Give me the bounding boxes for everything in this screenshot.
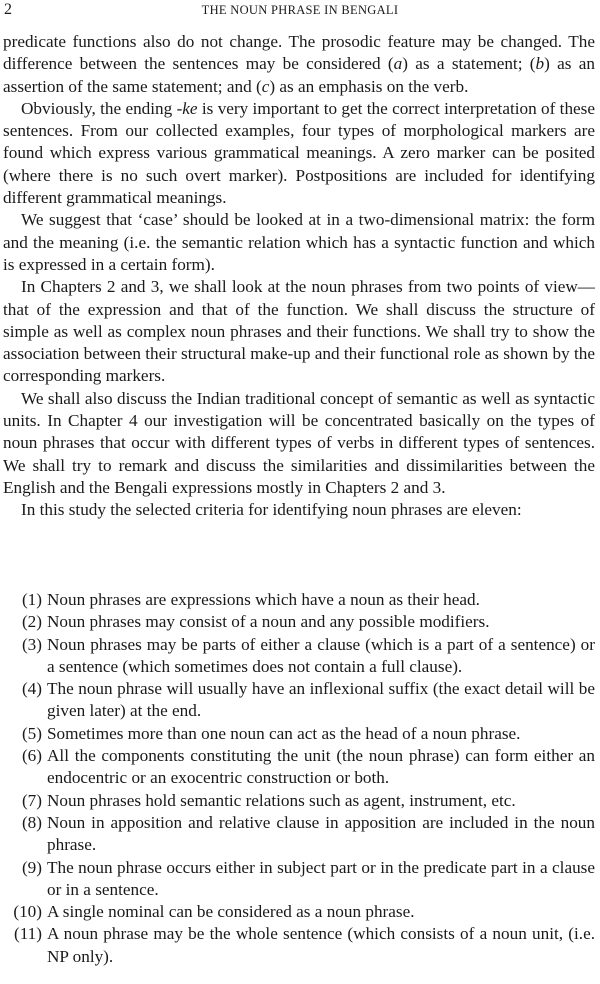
paragraph: In this study the selected criteria for identifying noun phrases are eleven: bbox=[21, 500, 522, 520]
item-number: (1) bbox=[21, 590, 42, 609]
list-item bbox=[3, 790, 595, 812]
italic-suffix: -ke bbox=[176, 98, 198, 118]
item-number: (9) bbox=[21, 857, 42, 877]
paragraph bbox=[3, 98, 595, 209]
item-number: (2) bbox=[21, 612, 42, 632]
italic-letter: c bbox=[261, 76, 270, 96]
paragraph: We suggest that ‘case’ should be looked at in a two-dimensional matrix: the form and the meaning (i.e. the semantic relation which has a syntactic function and which is expressed in a certain form). bbox=[3, 210, 595, 274]
item-text: Noun phrases are expressions which have a noun as their head. bbox=[47, 590, 480, 609]
item-text: All the components constituting the unit (the noun phrase) can form either an endocentric or an exocentric construction or both. bbox=[47, 746, 595, 788]
text-run: is very important to get the correct interpretation of these sentences. From our collected examples, four types of morphological markers are found which express various grammatical meanings. A zero marker can be posited (where there is no such overt marker). Postpositions are included for identifying different grammatical meanings. bbox=[3, 98, 595, 208]
list-item bbox=[3, 857, 595, 902]
text-run: ) as an assertion of the same statement; and ( bbox=[3, 54, 595, 96]
list-item bbox=[3, 634, 595, 679]
item-number: (5) bbox=[21, 723, 42, 743]
text-run: predicate functions also do not change. The prosodic feature may be changed. The difference between the sentences may be considered ( bbox=[3, 32, 595, 74]
item-text: A noun phrase may be the whole sentence (which consists of a noun unit, (i.e. NP only). bbox=[47, 924, 595, 966]
item-number: (11) bbox=[14, 924, 42, 944]
list-item bbox=[3, 723, 595, 745]
item-text: A single nominal can be considered as a noun phrase. bbox=[47, 902, 415, 922]
list-item bbox=[3, 611, 595, 633]
list-item bbox=[3, 923, 595, 968]
paragraph: In Chapters 2 and 3, we shall look at the noun phrases from two points of view—that of the expression and that of the function. We shall discuss the structure of simple as well as complex noun phrases and their functions. We shall try to show the association between their structural make-up and their functional role as shown by the corresponding markers. bbox=[3, 277, 595, 386]
list-item bbox=[3, 589, 595, 611]
running-head: THE NOUN PHRASE IN BENGALI bbox=[201, 3, 399, 17]
paragraph: We shall also discuss the Indian traditional concept of semantic as well as syntactic units. In Chapter 4 our investigation will be concentrated basically on the types of noun phrases that occur with different types of verbs in different types of sentences. We shall try to remark and discuss the similarities and dissimilarities between the English and the Bengali expressions mostly in Chapters 2 and 3. bbox=[3, 388, 595, 497]
item-text: Noun in apposition and relative clause in apposition are included in the noun phrase. bbox=[47, 812, 595, 855]
item-text: Noun phrases hold semantic relations such as agent, instrument, etc. bbox=[47, 790, 516, 810]
page-number: 2 bbox=[4, 1, 12, 18]
item-number: (3) bbox=[21, 634, 42, 654]
criteria-list bbox=[3, 589, 595, 968]
item-text: The noun phrase will usually have an inflexional suffix (the exact detail will be given later) at the end. bbox=[47, 679, 595, 721]
item-number: (10) bbox=[13, 902, 42, 922]
italic-letter: a bbox=[393, 54, 403, 74]
item-text: The noun phrase occurs either in subject part or in the predicate part in a clause or in a sentence. bbox=[47, 857, 595, 899]
list-item bbox=[3, 678, 595, 723]
item-text: Noun phrases may be parts of either a clause (which is a part of a sentence) or a sentence (which sometimes does not contain a full clause). bbox=[47, 634, 595, 676]
list-item bbox=[3, 812, 595, 857]
text-run: Obviously, the ending bbox=[21, 98, 177, 118]
italic-letter: b bbox=[535, 54, 545, 74]
list-item bbox=[3, 901, 595, 923]
item-number: (4) bbox=[21, 679, 42, 699]
text-run: ) as a statement; ( bbox=[402, 54, 536, 74]
item-number: (7) bbox=[21, 790, 42, 810]
item-number: (8) bbox=[21, 812, 42, 832]
item-text: Sometimes more than one noun can act as the head of a noun phrase. bbox=[47, 723, 521, 743]
item-number: (6) bbox=[21, 746, 42, 766]
paragraph bbox=[3, 31, 595, 98]
body-text bbox=[3, 31, 595, 522]
page-header bbox=[0, 0, 600, 26]
item-text: Noun phrases may consist of a noun and any possible modifiers. bbox=[47, 612, 490, 632]
list-item bbox=[3, 745, 595, 790]
text-run: ) as an emphasis on the verb. bbox=[269, 76, 469, 96]
